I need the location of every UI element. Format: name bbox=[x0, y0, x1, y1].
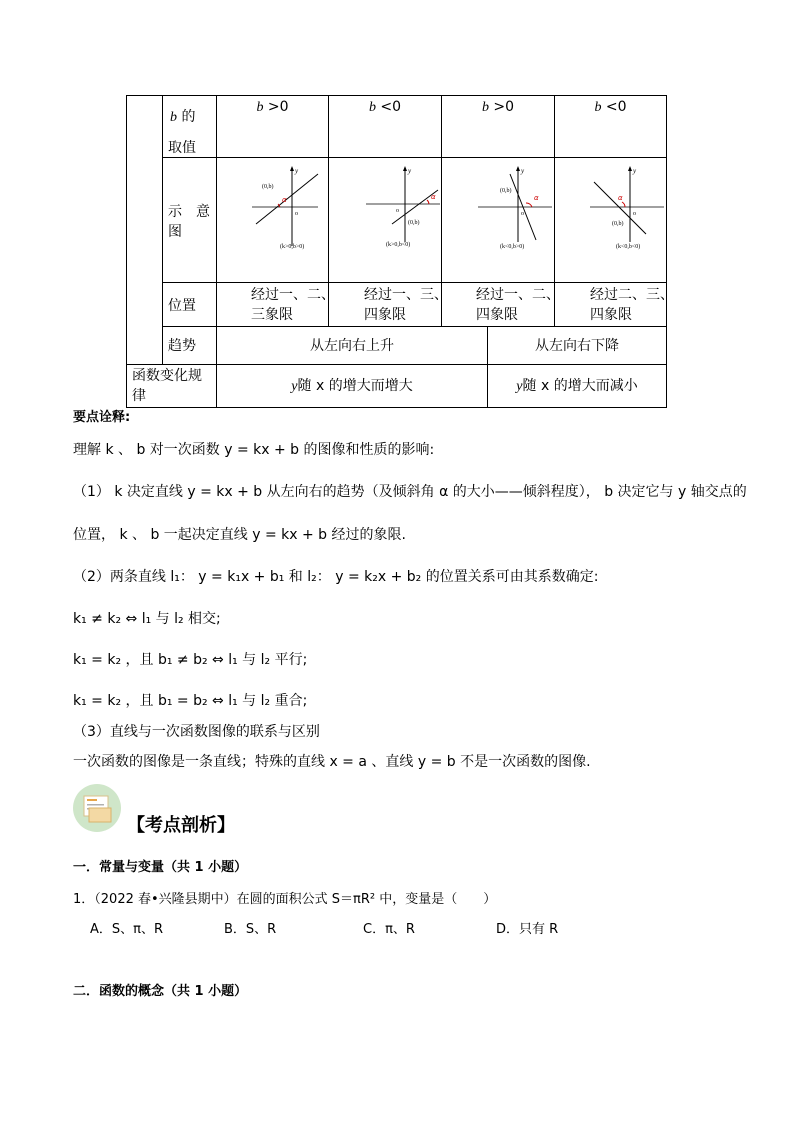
graph-caption: (k<0,b>0) bbox=[500, 244, 525, 250]
table-border-bottom bbox=[126, 407, 667, 408]
position-1-line1: 经过一、二、 bbox=[251, 287, 335, 303]
notes-p2: （2）两条直线 l₁： y = k₁x + b₁ 和 l₂： y = k₂x + b₂ 的位置关系可由其系数确定: bbox=[73, 569, 599, 585]
rule-label: 函数变化规 bbox=[132, 368, 202, 384]
graph-caption: (k>0,b>0) bbox=[280, 244, 305, 250]
graph-k-pos-b-neg bbox=[362, 162, 442, 254]
option-b: B．S、R bbox=[224, 922, 277, 937]
graph-k-pos-b-pos bbox=[242, 162, 322, 254]
origin-label: o bbox=[295, 211, 298, 217]
condition-intersect: k₁ ≠ k₂ ⇔ l₁ 与 l₂ 相交; bbox=[73, 611, 221, 627]
diagram-label: 示 意 bbox=[168, 204, 210, 220]
position-1-line2: 三象限 bbox=[251, 307, 293, 323]
table-line bbox=[162, 326, 667, 327]
trend-label: 趋势 bbox=[168, 338, 196, 354]
table-line bbox=[162, 95, 163, 365]
document-icon bbox=[73, 784, 121, 832]
point-label: (0,b) bbox=[500, 188, 512, 194]
graph-k-neg-b-neg bbox=[586, 162, 666, 254]
b-value-1: b >0 bbox=[256, 99, 289, 115]
y-axis-label: y bbox=[633, 167, 637, 175]
y-axis-label: y bbox=[295, 167, 299, 175]
alpha-label: α bbox=[618, 194, 623, 202]
notes-p3-text: 一次函数的图像是一条直线；特殊的直线 x = a 、直线 y = b 不是一次函数的图像. bbox=[73, 754, 591, 770]
trend-down: 从左向右下降 bbox=[535, 338, 619, 354]
y-axis-label: y bbox=[521, 167, 525, 175]
alpha-label: α bbox=[534, 194, 539, 202]
graph-k-neg-b-pos bbox=[474, 162, 554, 254]
option-d: D．只有 R bbox=[496, 922, 559, 937]
question-heading-2: 二．函数的概念（共 1 小题） bbox=[73, 984, 248, 999]
point-label: (0,b) bbox=[262, 184, 274, 190]
diagram-label-2: 图 bbox=[168, 224, 182, 240]
rule-label-2: 律 bbox=[132, 388, 146, 404]
table-line bbox=[162, 157, 667, 158]
option-c: C．π、R bbox=[363, 922, 415, 937]
trend-up: 从左向右上升 bbox=[310, 338, 394, 354]
b-value-2: b <0 bbox=[368, 99, 402, 115]
question-heading-1: 一．常量与变量（共 1 小题） bbox=[73, 860, 248, 875]
origin-label: o bbox=[521, 211, 524, 217]
properties-table bbox=[0, 0, 794, 420]
condition-parallel: k₁ = k₂ ，且 b₁ ≠ b₂ ⇔ l₁ 与 l₂ 平行; bbox=[73, 652, 308, 668]
alpha-label: α bbox=[431, 193, 436, 201]
b-value-4: b <0 bbox=[594, 99, 627, 115]
question-1: 1．（2022 春•兴隆县期中）在圆的面积公式 S＝πR² 中，变量是（ ） bbox=[73, 892, 497, 907]
position-2-line2: 四象限 bbox=[364, 307, 406, 323]
point-label: (0,b) bbox=[612, 221, 624, 227]
rule-increase: y随 x 的增大而增大 bbox=[291, 378, 413, 394]
position-3-line2: 四象限 bbox=[476, 307, 518, 323]
graph-caption: (k>0,b<0) bbox=[386, 242, 411, 248]
alpha-label: α bbox=[282, 196, 287, 204]
b-label: b 的 bbox=[170, 109, 196, 125]
option-a: A．S、π、R bbox=[90, 922, 164, 937]
b-label-2: 取值 bbox=[168, 140, 196, 156]
section-title: 【考点剖析】 bbox=[127, 815, 235, 836]
table-line bbox=[126, 364, 667, 365]
b-value-3: b >0 bbox=[481, 99, 515, 115]
notes-intro: 理解 k 、 b 对一次函数 y = kx + b 的图像和性质的影响: bbox=[73, 442, 435, 458]
graph-caption: (k<0,b<0) bbox=[616, 244, 641, 250]
origin-label: o bbox=[396, 208, 399, 214]
notes-p3: （3）直线与一次函数图像的联系与区别 bbox=[73, 724, 320, 740]
position-3-line1: 经过一、二、 bbox=[476, 287, 560, 303]
notes-p1-line2: 位置， k 、 b 一起决定直线 y = kx + b 经过的象限. bbox=[73, 527, 406, 543]
notes-heading: 要点诠释: bbox=[73, 410, 131, 425]
origin-label: o bbox=[633, 211, 636, 217]
rule-decrease: y随 x 的增大而减小 bbox=[516, 378, 638, 394]
table-line bbox=[162, 282, 667, 283]
position-label: 位置 bbox=[168, 298, 196, 314]
y-axis-label: y bbox=[408, 167, 412, 175]
table-border-right bbox=[666, 95, 667, 408]
position-2-line1: 经过一、三、 bbox=[364, 287, 448, 303]
table-line bbox=[216, 95, 217, 408]
condition-coincide: k₁ = k₂ ，且 b₁ = b₂ ⇔ l₁ 与 l₂ 重合; bbox=[73, 693, 308, 709]
position-4-line1: 经过二、三、 bbox=[590, 287, 674, 303]
table-border-left bbox=[126, 95, 127, 408]
point-label: (0,b) bbox=[408, 220, 420, 226]
position-4-line2: 四象限 bbox=[590, 307, 632, 323]
notes-p1-line1: （1） k 决定直线 y = kx + b 从左向右的趋势（及倾斜角 α 的大小——倾斜程度）， b 决定它与 y 轴交点的 bbox=[73, 484, 747, 500]
table-border-top bbox=[126, 95, 667, 96]
